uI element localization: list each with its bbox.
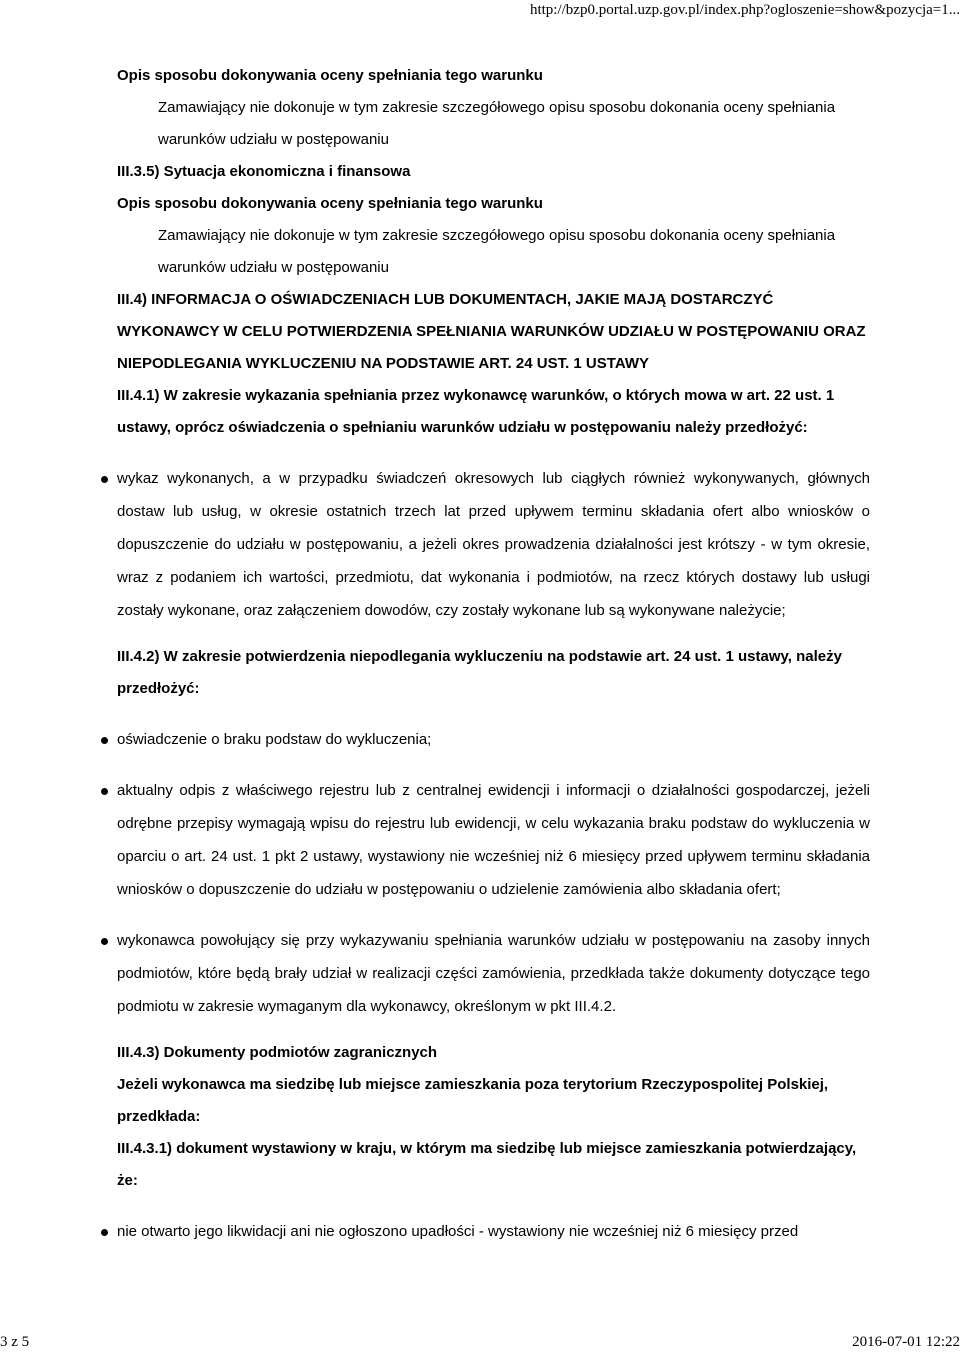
list-item: wykaz wykonanych, a w przypadku świadczeń okresowych lub ciągłych również wykonywanych, głównych dostaw lub usług, w okresie ostatnich trzech lat przed upływem terminu składania ofert albo wniosków o dopuszczenie do udziału w postępowaniu, a jeżeli okres prowadzenia działalności jest krótszy - w tym okresie, wraz z podaniem ich wartości, przedmiotu, dat wykonania i podmiotów, na rzecz których dostawy lub usługi zostały wykonane, oraz załączeniem dowodów, czy zostały wykonane lub są wykonywane należycie;: [117, 462, 870, 627]
list-item: wykonawca powołujący się przy wykazywaniu spełniania warunków udziału w postępowaniu na zasoby innych podmiotów, które będą brały udział w realizacji części zamówienia, przedkłada także dokumenty dotyczące tego podmiotu w zakresie wymaganym dla wykonawcy, określonym w pkt III.4.2.: [117, 924, 870, 1023]
list-item: nie otwarto jego likwidacji ani nie ogłoszono upadłości - wystawiony nie wcześniej niż 6 miesięcy przed: [117, 1215, 870, 1248]
b2-title: Opis sposobu dokonywania oceny spełniania tego warunku: [117, 195, 543, 212]
b1-text: Zamawiający nie dokonuje w tym zakresie szczegółowego opisu sposobu dokonania oceny spełniania warunków udziału w postępowaniu: [158, 99, 836, 148]
section-343-title: III.4.3) Dokumenty podmiotów zagranicznych: [117, 1044, 438, 1061]
list-item: aktualny odpis z właściwego rejestru lub z centralnej ewidencji i informacji o działalności gospodarczej, jeżeli odrębne przepisy wymagają wpisu do rejestru lub ewidencji, w celu wykazania braku podstaw do wykluczenia w oparciu o art. 24 ust. 1 pkt 2 ustawy, wystawiony nie wcześniej niż 6 miesięcy przed upływem terminu składania wniosków o dopuszczenie do udziału w postępowaniu o udzielenie zamówienia albo składania ofert;: [117, 774, 870, 906]
page-number: 3 z 5: [0, 1334, 30, 1350]
section-3431-list: [117, 1215, 870, 1248]
print-datetime: 2016-07-01 12:22: [852, 1334, 960, 1350]
section-342-list: [117, 723, 870, 1023]
b2-text: Zamawiający nie dokonuje w tym zakresie szczegółowego opisu sposobu dokonania oceny spełniania warunków udziału w postępowaniu: [158, 227, 836, 276]
document-body: [117, 60, 870, 1248]
list-item: oświadczenie o braku podstaw do wykluczenia;: [117, 723, 870, 756]
section-335-title: III.3.5) Sytuacja ekonomiczna i finansowa: [117, 163, 411, 180]
section-342-title: III.4.2) W zakresie potwierdzenia niepodlegania wykluczeniu na podstawie art. 24 ust. 1 ustawy, należy przedłożyć:: [117, 648, 842, 697]
section-341-title: III.4.1) W zakresie wykazania spełniania przez wykonawcę warunków, o których mowa w art. 22 ust. 1 ustawy, oprócz oświadczenia o spełnianiu warunków udziału w postępowaniu należy przedłożyć:: [117, 387, 835, 436]
section-3431-title: III.4.3.1) dokument wystawiony w kraju, w którym ma siedzibę lub miejsce zamieszkania potwierdzający, że:: [117, 1140, 857, 1189]
b1-title: Opis sposobu dokonywania oceny spełniania tego warunku: [117, 67, 543, 84]
section-343-text: Jeżeli wykonawca ma siedzibę lub miejsce zamieszkania poza terytorium Rzeczypospolitej Polskiej, przedkłada:: [117, 1076, 829, 1125]
section-341-list: [117, 462, 870, 627]
section-34-title: III.4) INFORMACJA O OŚWIADCZENIACH LUB DOKUMENTACH, JAKIE MAJĄ DOSTARCZYĆ WYKONAWCY W CELU POTWIERDZENIA SPEŁNIANIA WARUNKÓW UDZIAŁU W POSTĘPOWANIU ORAZ NIEPODLEGANIA WYKLUCZENIU NA PODSTAWIE ART. 24 UST. 1 USTAWY: [117, 291, 866, 372]
page-url: http://bzp0.portal.uzp.gov.pl/index.php?ogloszenie=show&pozycja=1...: [529, 2, 960, 18]
